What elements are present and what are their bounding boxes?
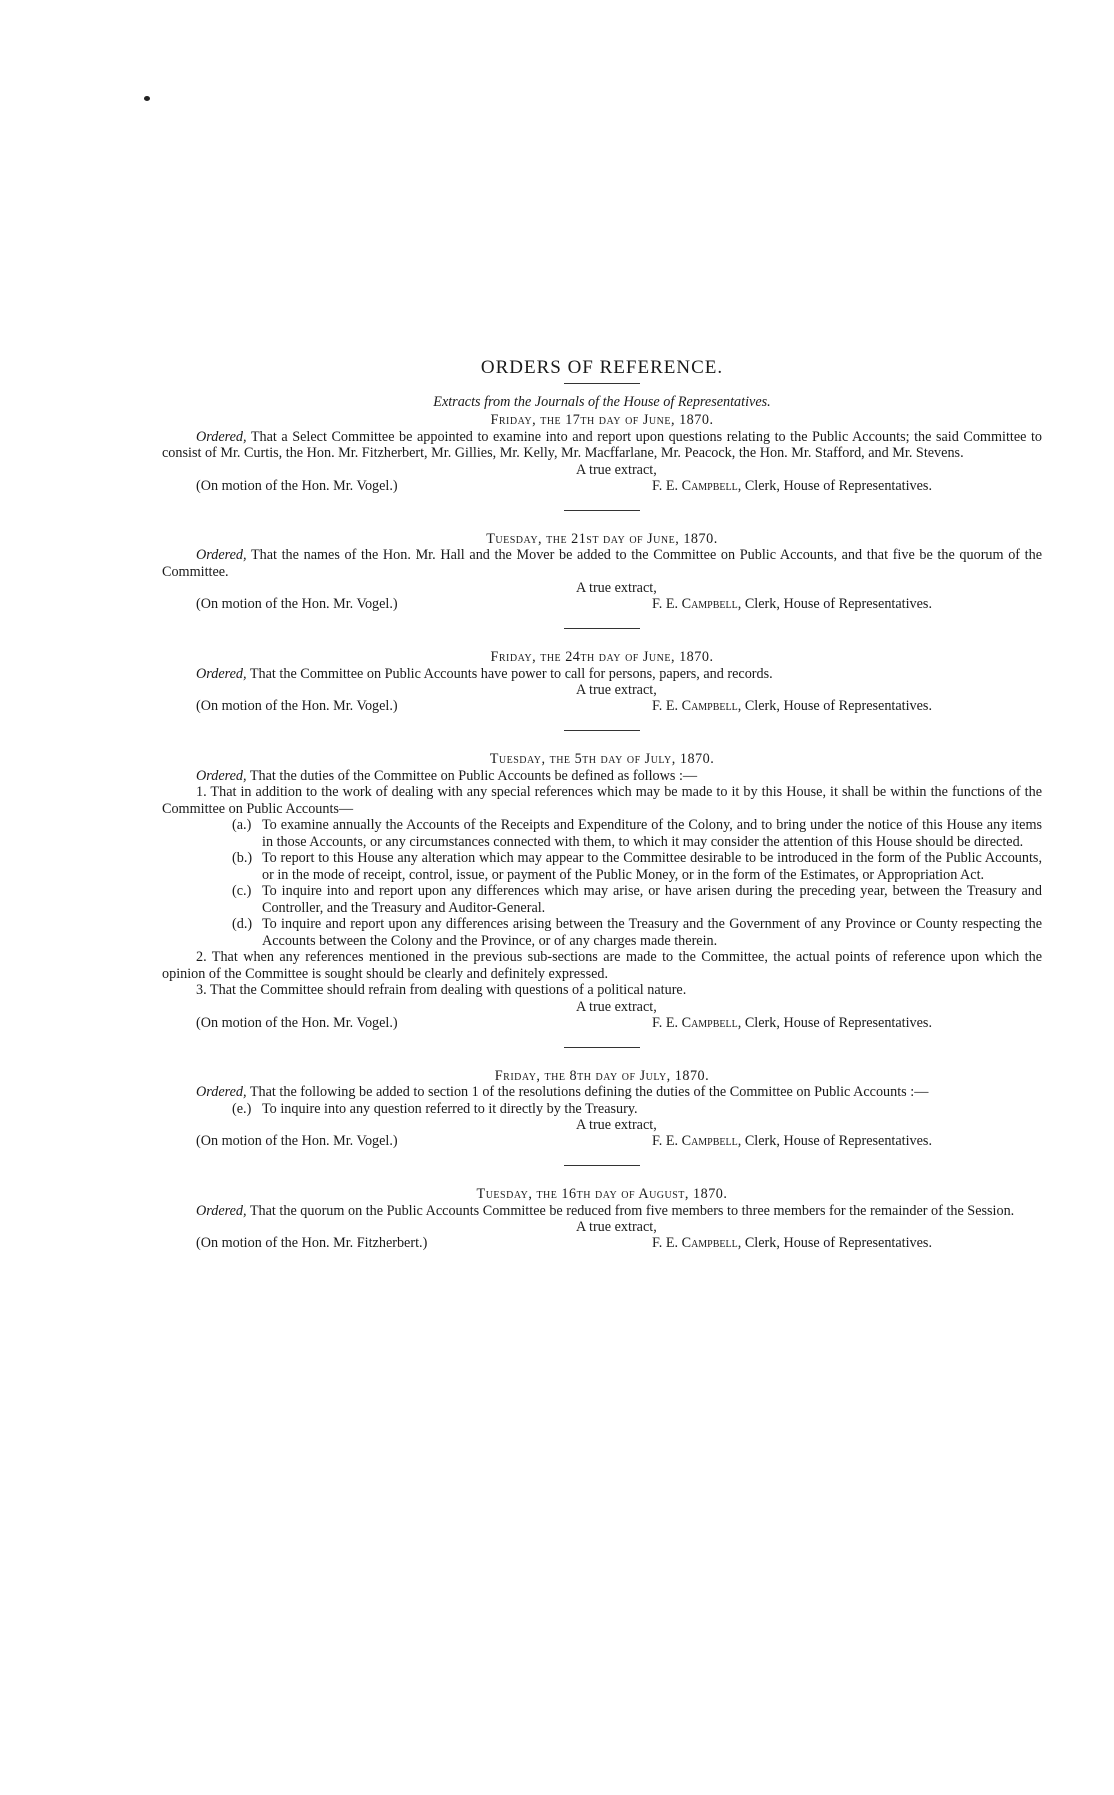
order-text: That the Committee on Public Accounts have power to call for persons, papers, and records. xyxy=(246,665,773,682)
ordered-label: Ordered, xyxy=(196,428,247,445)
numbered-item-1: 1. That in addition to the work of dealing with any special references which may be made to it by this House, it shall be within the functions of the Committee on Public Accounts— xyxy=(162,784,1042,817)
motion-note: (On motion of the Hon. Mr. Vogel.) xyxy=(196,1133,398,1149)
clerk-title: , Clerk, House of Representatives. xyxy=(737,1133,932,1149)
sub-item-label: (e.) xyxy=(232,1100,252,1117)
ink-speck xyxy=(144,96,150,101)
entry-4 xyxy=(162,751,1042,1033)
motion-note: (On motion of the Hon. Mr. Vogel.) xyxy=(196,1014,398,1031)
signature-block xyxy=(162,682,1042,716)
entry-5 xyxy=(162,1068,1042,1152)
entry-date: Tuesday, the 5th day of July, 1870. xyxy=(489,751,715,767)
clerk-title: , Clerk, House of Representatives. xyxy=(737,698,932,714)
entry-date: Friday, the 17th day of June, 1870. xyxy=(490,412,714,428)
sub-item-label: (c.) xyxy=(232,883,252,899)
page-subtitle: Extracts from the Journals of the House of Representatives. xyxy=(433,393,771,410)
sub-item-e xyxy=(162,1101,1042,1118)
clerk-title: , Clerk, House of Representatives. xyxy=(737,1235,932,1251)
clerk-name: F. E. Campbell xyxy=(652,698,738,714)
section-divider xyxy=(564,1165,640,1166)
signature-block xyxy=(162,580,1042,614)
order-text: That the quorum on the Public Accounts Committee be reduced from five members to three members for the remainder of the Session. xyxy=(246,1202,1015,1219)
sub-item-text: To inquire into and report upon any differences which may arise, or have arisen during the preceding year, between the Treasury and Controller, and the Treasury and Auditor-General. xyxy=(262,883,1042,916)
clerk-signature xyxy=(652,1133,932,1150)
page-title: ORDERS OF REFERENCE. xyxy=(480,357,724,378)
section-divider xyxy=(564,730,640,731)
ordered-label: Ordered, xyxy=(196,1084,247,1100)
signature-block xyxy=(162,1219,1042,1253)
signature-block xyxy=(162,462,1042,496)
entry-text xyxy=(162,429,1042,462)
sub-item-c xyxy=(162,883,1042,916)
sub-item-text: To report to this House any alteration which may appear to the Committee desirable to be introduced in the form of the Public Accounts, or in the mode of receipt, control, issue, or payment of the Public Money, or in the form of the Estimates, or Appropriation Act. xyxy=(262,850,1042,883)
ordered-label: Ordered, xyxy=(196,665,247,682)
title-rule xyxy=(564,383,640,384)
clerk-signature xyxy=(652,698,932,715)
true-extract-label: A true extract, xyxy=(576,682,657,698)
ordered-label: Ordered, xyxy=(196,1202,247,1219)
document-body xyxy=(162,357,1042,1253)
numbered-item-2: 2. That when any references mentioned in the previous sub-sections are made to the Committee, the actual points of reference upon which the opinion of the Committee is sought should be clearly and definitely expressed. xyxy=(162,949,1042,982)
entry-date: Friday, the 24th day of June, 1870. xyxy=(490,649,714,665)
clerk-name: F. E. Campbell xyxy=(652,1014,738,1031)
motion-note: (On motion of the Hon. Mr. Vogel.) xyxy=(196,698,398,714)
clerk-signature xyxy=(652,1015,932,1032)
entry-text xyxy=(162,1203,1042,1220)
entry-text xyxy=(162,666,1042,683)
true-extract-label: A true extract, xyxy=(576,1219,657,1235)
true-extract-label: A true extract, xyxy=(576,580,657,596)
entry-date: Tuesday, the 16th day of August, 1870. xyxy=(476,1186,728,1202)
signature-block xyxy=(162,1117,1042,1151)
clerk-name: F. E. Campbell xyxy=(652,1133,738,1149)
section-divider xyxy=(564,628,640,629)
entry-1 xyxy=(162,412,1042,496)
motion-note: (On motion of the Hon. Mr. Vogel.) xyxy=(196,596,398,612)
entry-text xyxy=(162,1084,1042,1101)
entry-text xyxy=(162,768,1042,785)
sub-item-text: To inquire and report upon any differences arising between the Treasury and the Government of any Province or County respecting the Accounts between the Colony and the Province, or of any charges made therein. xyxy=(262,916,1042,949)
sub-item-label: (d.) xyxy=(232,916,253,932)
sub-item-b xyxy=(162,850,1042,883)
section-divider xyxy=(564,1047,640,1048)
true-extract-label: A true extract, xyxy=(576,1117,657,1133)
numbered-item-3: 3. That the Committee should refrain from dealing with questions of a political nature. xyxy=(196,982,687,998)
clerk-name: F. E. Campbell xyxy=(652,596,738,612)
clerk-title: , Clerk, House of Representatives. xyxy=(737,477,932,494)
clerk-signature xyxy=(652,478,932,495)
true-extract-label: A true extract, xyxy=(576,461,657,478)
sub-item-label: (b.) xyxy=(232,850,253,866)
motion-note: (On motion of the Hon. Mr. Fitzherbert.) xyxy=(196,1235,428,1251)
ordered-label: Ordered, xyxy=(196,767,247,784)
clerk-signature xyxy=(652,1235,932,1252)
order-text: That the following be added to section 1 of the resolutions defining the duties of the Committee on Public Accounts :— xyxy=(246,1084,929,1100)
sub-item-d xyxy=(162,916,1042,949)
order-text: That a Select Committee be appointed to examine into and report upon questions relating to the Public Accounts; the said Committee to consist of Mr. Curtis, the Hon. Mr. Fitzherbert, Mr. Gillies, Mr. Kelly, Mr. Macffarlane, Mr. Peacock, the Hon. Mr. Stafford, and Mr. Stevens. xyxy=(162,428,1042,461)
entry-6 xyxy=(162,1186,1042,1253)
sub-item-label: (a.) xyxy=(232,817,252,833)
order-text: That the duties of the Committee on Public Accounts be defined as follows :— xyxy=(246,767,698,784)
entry-2 xyxy=(162,531,1042,615)
order-text: That the names of the Hon. Mr. Hall and the Mover be added to the Committee on Public Accounts, and that five be the quorum of the Committee. xyxy=(162,547,1042,580)
sub-item-text: To examine annually the Accounts of the Receipts and Expenditure of the Colony, and to bring under the notice of this House any items in those Accounts, or any circumstances connected with them, to which it may consider the attention of this House should be directed. xyxy=(262,817,1042,850)
entry-date: Friday, the 8th day of July, 1870. xyxy=(494,1067,710,1084)
clerk-signature xyxy=(652,596,932,613)
sub-item-text: To inquire into any question referred to it directly by the Treasury. xyxy=(262,1100,638,1117)
entry-text xyxy=(162,547,1042,580)
clerk-title: , Clerk, House of Representatives. xyxy=(737,596,932,612)
signature-block xyxy=(162,999,1042,1033)
entry-date: Tuesday, the 21st day of June, 1870. xyxy=(486,530,718,547)
ordered-label: Ordered, xyxy=(196,547,247,563)
entry-3 xyxy=(162,649,1042,716)
clerk-name: F. E. Campbell xyxy=(652,477,738,494)
sub-item-a xyxy=(162,817,1042,850)
clerk-name: F. E. Campbell xyxy=(652,1235,738,1251)
clerk-title: , Clerk, House of Representatives. xyxy=(737,1014,932,1031)
motion-note: (On motion of the Hon. Mr. Vogel.) xyxy=(196,477,398,494)
true-extract-label: A true extract, xyxy=(576,998,657,1015)
section-divider xyxy=(564,510,640,511)
